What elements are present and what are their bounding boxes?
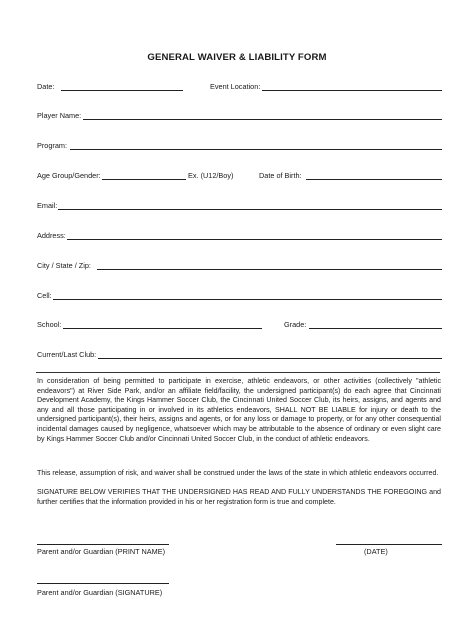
cell-field[interactable] — [53, 299, 442, 300]
age-group-gender-label: Age Group/Gender: — [37, 171, 101, 180]
date-label: Date: — [37, 82, 55, 91]
player-name-label: Player Name: — [37, 111, 82, 120]
current-last-club-label: Current/Last Club: — [37, 350, 97, 359]
email-field[interactable] — [58, 209, 442, 210]
cell-label: Cell: — [37, 291, 52, 300]
print-name-label: Parent and/or Guardian (PRINT NAME) — [37, 547, 166, 556]
grade-field[interactable] — [309, 328, 442, 329]
address-field[interactable] — [67, 239, 442, 240]
event-location-label: Event Location: — [210, 82, 261, 91]
date-of-birth-label: Date of Birth: — [259, 171, 302, 180]
school-label: School: — [37, 320, 62, 329]
city-state-zip-field[interactable] — [97, 269, 442, 270]
signature-date-label: (DATE) — [364, 547, 388, 556]
city-state-zip-label: City / State / Zip: — [37, 261, 91, 270]
email-label: Email: — [37, 201, 58, 210]
signature-date-line[interactable] — [336, 544, 442, 545]
program-field[interactable] — [70, 149, 442, 150]
grade-label: Grade: — [284, 320, 307, 329]
section-divider — [36, 372, 440, 373]
print-name-line[interactable] — [37, 544, 169, 545]
player-name-field[interactable] — [83, 119, 442, 120]
event-location-field[interactable] — [262, 90, 442, 91]
signature-line[interactable] — [37, 583, 169, 584]
program-label: Program: — [37, 141, 68, 150]
current-last-club-field[interactable] — [98, 358, 442, 359]
construed-paragraph: This release, assumption of risk, and waiver shall be construed under the laws of the state in which athletic endeavors occurred. — [37, 469, 439, 477]
school-field[interactable] — [63, 328, 262, 329]
signature-label: Parent and/or Guardian (SIGNATURE) — [37, 588, 163, 597]
date-of-birth-field[interactable] — [306, 179, 442, 180]
date-field[interactable] — [61, 90, 183, 91]
consideration-paragraph: In consideration of being permitted to participate in exercise, athletic endeavors, or other activities (collectively "athletic endeavors") at River Side Park, and/or an affiliate field/facility, the undersigned participant(s) do each agree that Cincinnati Development Academy, the Kings Hammer Soccer Club, the Cincinnati United Soccer Club, its heirs, assigns, and agents and any and all those participating in or involved in its athletics endeavors, SHALL NOT BE LIABLE for injury or death to the undersigned participant(s), their heirs, assigns and agents, or for any loss or damage to property, or for any other consequential incidental damages caused by negligence, whatsoever which may be attributable to the absence of ordinary or even slight care by Kings Hammer Soccer Club and/or Cincinnati United Soccer Club, in the conduct of athletic endeavors. — [37, 377, 441, 443]
address-label: Address: — [37, 231, 66, 240]
form-title: GENERAL WAIVER & LIABILITY FORM — [147, 52, 327, 63]
age-example-hint: Ex. (U12/Boy) — [188, 171, 234, 180]
age-group-gender-field[interactable] — [102, 179, 186, 180]
signature-verifies-paragraph: SIGNATURE BELOW VERIFIES THAT THE UNDERSIGNED HAS READ AND FULLY UNDERSTANDS THE FOREGOING and further certifies that the information provided in his or her registration form is true and complete. — [37, 488, 441, 506]
